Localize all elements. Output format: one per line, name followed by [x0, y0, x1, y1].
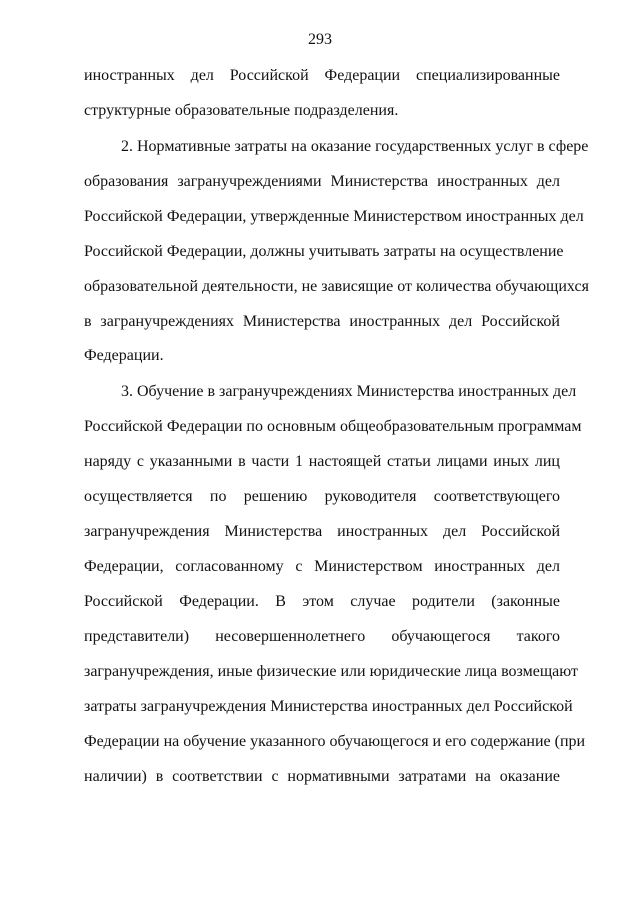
text-line: наряду с указанными в части 1 настоящей статьи лицами иных лиц — [84, 453, 560, 470]
text-line: образовательной деятельности, не зависящие от количества обучающихся — [84, 278, 589, 295]
text-line: Федерации, согласованному с Министерством иностранных дел — [84, 558, 560, 575]
text-line: осуществляется по решению руководителя соответствующего — [84, 488, 560, 505]
text-line: Федерации. — [84, 347, 164, 364]
text-line: наличии) в соответствии с нормативными затратами на оказание — [84, 768, 560, 785]
text-line: затраты загранучреждения Министерства иностранных дел Российской — [84, 698, 573, 715]
paragraph-start-line: 3. Обучение в загранучреждениях Министерства иностранных дел — [121, 383, 577, 400]
text-line: Федерации на обучение указанного обучающегося и его содержание (при — [84, 733, 586, 750]
text-line: Российской Федерации, должны учитывать затраты на осуществление — [84, 243, 564, 260]
text-line: загранучреждения Министерства иностранных дел Российской — [84, 523, 560, 540]
text-line: Российской Федерации, утвержденные Министерством иностранных дел — [84, 208, 584, 225]
paragraph-start-line: 2. Нормативные затраты на оказание государственных услуг в сфере — [121, 138, 589, 155]
page-number: 293 — [308, 31, 332, 48]
text-line: Российской Федерации. В этом случае родители (законные — [84, 593, 560, 610]
text-line: в загранучреждениях Министерства иностранных дел Российской — [84, 313, 560, 330]
text-line: иностранных дел Российской Федерации специализированные — [84, 67, 560, 84]
text-line: Российской Федерации по основным общеобразовательным программам — [84, 418, 582, 435]
text-line: загранучреждения, иные физические или юридические лица возмещают — [84, 663, 578, 680]
text-line: представители) несовершеннолетнего обучающегося такого — [84, 628, 560, 645]
text-line: образования загранучреждениями Министерства иностранных дел — [84, 173, 560, 190]
text-line: структурные образовательные подразделения. — [84, 102, 399, 119]
